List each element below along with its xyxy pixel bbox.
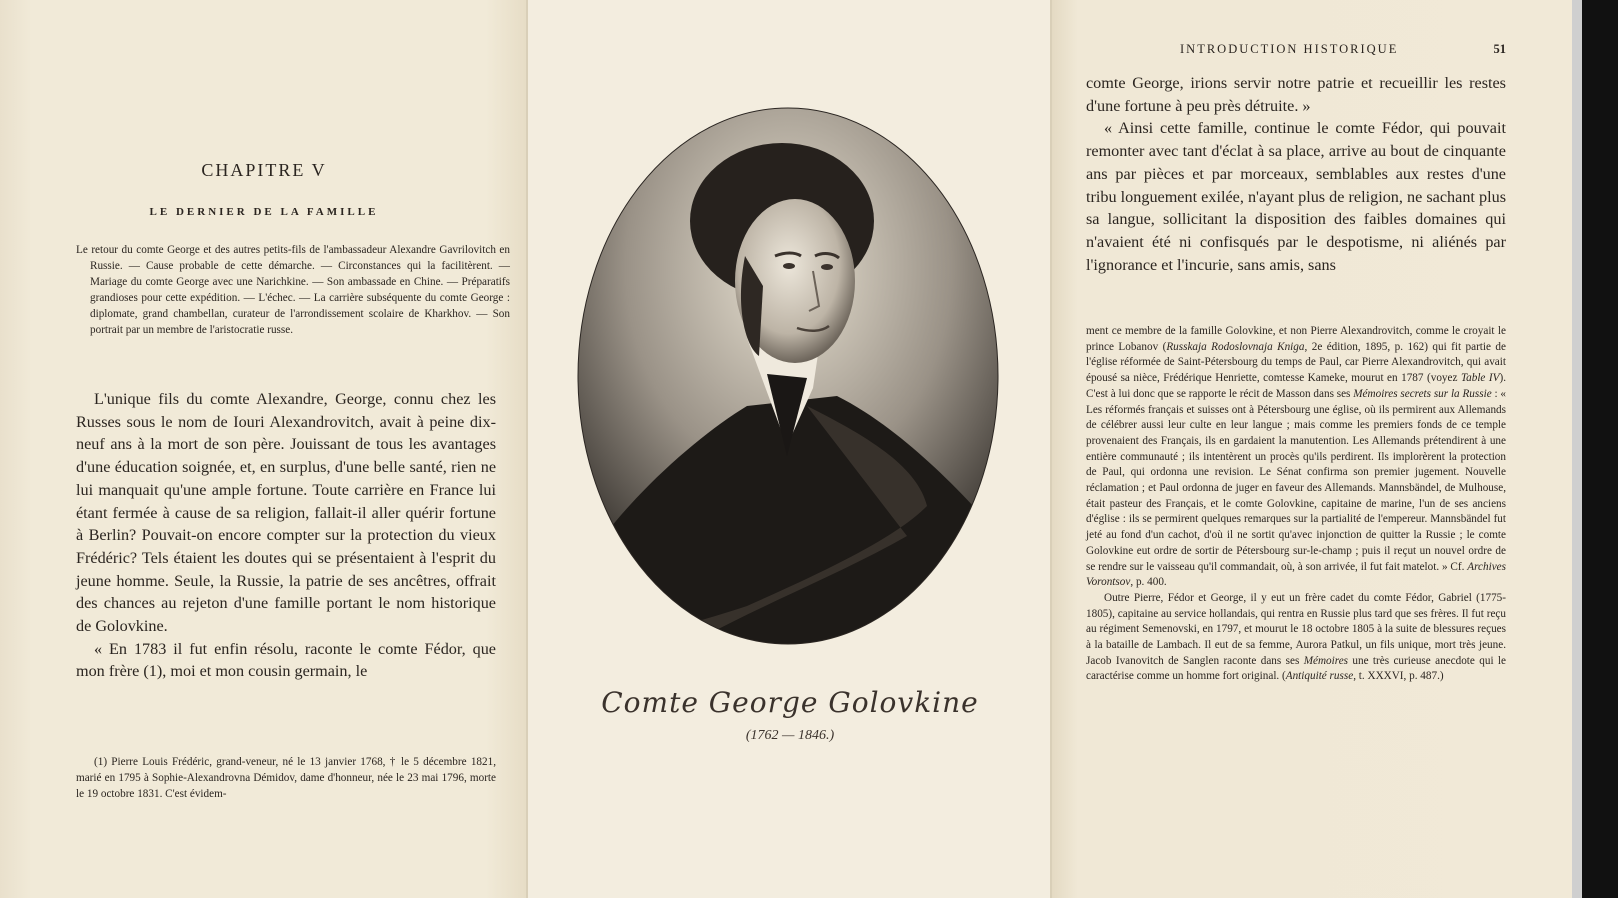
portrait-caption-dates: (1762 — 1846.) bbox=[745, 728, 835, 743]
chapter-title: CHAPITRE V bbox=[201, 160, 327, 180]
running-head-title: INTRODUCTION HISTORIQUE bbox=[1180, 42, 1399, 56]
right-footnotes bbox=[1086, 324, 1506, 685]
portrait-engraving bbox=[577, 106, 1000, 646]
portrait-caption-name: Comte George Golovkine bbox=[601, 686, 979, 719]
chapter-summary: Le retour du comte George et des autres petits-fils de l'ambassadeur Alexandre Gavrilovitch en Russie. — Cause probable de cette démarche. — Circonstances qui la facilitèrent. — Mariage du comte George avec une Narichkine. — Son ambassade en Chine. — Préparatifs grandioses pour cette expédition. — L'échec. — La carrière subséquente du comte George : diplomate, grand chambellan, curateur de l'arrondissement scolaire de Kharkhov. — Son portrait par un membre de l'aristocratie russe. bbox=[76, 244, 510, 336]
chapter-subtitle: LE DERNIER DE LA FAMILLE bbox=[149, 206, 379, 218]
paragraph: « Ainsi cette famille, continue le comte Fédor, qui pouvait remonter avec tant d'éclat à sa place, arrive au bout de cinquante ans par pièces et par morceaux, semblables aux restes d'une tribu longuement exilée, n'ayant plus de religion, ne sachant plus sa langue, sollicitant la disposition des faibles domaines qui n'avaient été ni confisqués par le despotisme, ni aliénés par l'ignorance et l'incurie, sans amis, sans bbox=[1086, 119, 1506, 274]
page-number: 51 bbox=[1493, 42, 1506, 56]
footnote: Outre Pierre, Fédor et George, il y eut un frère cadet du comte Fédor, Gabriel (1775-1805), capitaine au service hollandais, qui rentra en Russie plus tard que ses frères. Il fut reçu au régiment Semenovski, en 1797, et mourut le 18 octobre 1805 à la suite de blessures reçues à la bataille de Lambach. Il eut de sa femme, Aurora Patkul, un fils unique, mort très jeune. Jacob Ivanovitch de Sanglen raconte dans ses Mémoires une très curieuse anecdote qui le caractérise comme un homme fort original. (Antiquité russe, t. XXXVI, p. 487.) bbox=[1086, 591, 1507, 683]
paragraph: comte George, irions servir notre patrie et recueillir les restes d'une fortune à peu près détruite. » bbox=[1086, 74, 1506, 115]
footnote-continuation: ment ce membre de la famille Golovkine, et non Pierre Alexandrovitch, comme le croyait le prince Lobanov (Russkaja Rodoslovnaja Kniga, 2e édition, 1895, p. 162) qui fit partie de l'église réformée de Saint-Pétersbourg du temps de Paul, car Pierre Alexandrovitch, qui avait épousé sa nièce, Frédérique Henriette, comtesse Kameke, mourut en 1787 (voyez Table IV). C'est à lui donc que se rapporte le récit de Masson dans ses Mémoires secrets sur la Russie : « Les réformés français et suisses ont à Pétersbourg une église, où ils permirent aux Allemands de célébrer aussi leur culte en leur langue ; mais comme les premiers fonds de ce temple provenaient des Français, ils en gardaient la manutention. Les Allemands prétendirent à une entière communauté ; ils intentèrent un procès qu'ils perdirent. Ils implorèrent la protection de Paul, qui ordonna une revision. Le Sénat confirma son premier jugement. Nouvelle réclamation ; et Paul ordonna de juger en faveur des Allemands. Mannsbändel, de Mulhouse, était pasteur des Français, et le comte Golovkine, capitaine de marine, l'un de ses anciens d'église : ils se permirent quelques remarques sur la partialité de l'empereur. Mannsbändel fut jeté au fond d'un cachot, d'où il ne sortit qu'avec injonction de quitter la Russie ; le comte Golovkine eut ordre de sortir de Pétersbourg sur-le-champ ; puis il reçut un nouvel ordre de se rendre sur le vaisseau qu'il commandait, où, à son arrivée, il fut fait matelot. » Cf. Archives Vorontsov, p. 400. bbox=[1086, 325, 1506, 589]
left-body-text bbox=[76, 388, 496, 683]
right-body-text bbox=[1086, 72, 1506, 276]
left-page bbox=[0, 0, 528, 898]
paragraph: L'unique fils du comte Alexandre, George, connu chez les Russes sous le nom de Iouri Alexandrovitch, avait à peine dix-neuf ans à la mort de son père. Jouissant de tous les avantages d'une éducation soignée, et, en surplus, d'une belle santé, rien ne lui manquait qu'une ample fortune. Toute carrière en France lui étant fermée à cause de sa religion, fallait-il aller quérir fortune à Berlin? Pouvait-on encore compter sur la protection du vieux Frédéric? Tels étaient les doutes qui se présentaient à l'esprit du jeune homme. Seule, la Russie, la patrie de ses ancêtres, offrait des chances au rejeton d'une famille portant le nom historique de Golovkine. bbox=[76, 390, 496, 636]
footnote: (1) Pierre Louis Frédéric, grand-veneur, né le 13 janvier 1768, † le 5 décembre 1821, marié en 1795 à Sophie-Alexandrovna Démidov, dame d'honneur, née le 23 mai 1796, morte le 19 octobre 1831. C'est évidem- bbox=[76, 756, 496, 800]
paragraph: « En 1783 il fut enfin résolu, raconte le comte Fédor, que mon frère (1), moi et mon cousin germain, le bbox=[76, 639, 496, 681]
viewer-edge bbox=[1572, 0, 1618, 898]
